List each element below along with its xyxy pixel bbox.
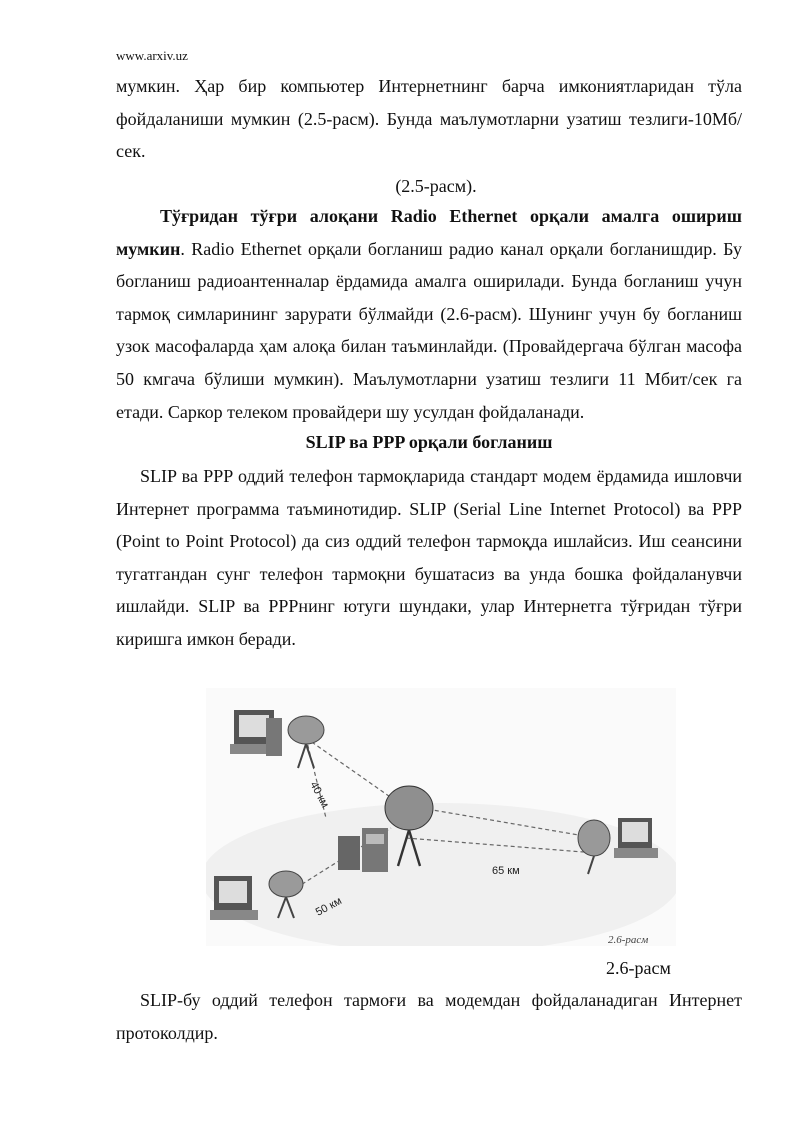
paragraph-slip-definition: SLIP-бу оддий телефон тармоғи ва модемдан фойдаланадиган Интернет протоколдир. bbox=[116, 990, 742, 1043]
radio-ethernet-figure bbox=[206, 688, 676, 946]
distance-label-50: 50 км bbox=[313, 895, 344, 919]
workstation-right bbox=[614, 818, 658, 858]
paragraph-slip-ppp: SLIP ва PPP оддий телефон тармоқларида стандарт модем ёрдамида ишловчи Интернет программа таъминотидир. SLIP (Serial Line Internet Protocol) ва PPP (Point to Point Protocol) да сиз оддий телефон тармоқда ишлайсиз. Иш сеансини тугатгандан сунг телефон тармоқни бушатасиз ва унда бошка фойдаланувчи ишлайди. SLIP ва PPPнинг ютуги шундаки, улар Интернетга тўғридан тўғри киришга имкон беради. bbox=[116, 466, 742, 649]
distance-label-65: 65 км bbox=[492, 865, 520, 877]
caption-2-6: 2.6-расм bbox=[606, 958, 671, 978]
figure-inner-caption: 2.6-расм bbox=[608, 934, 649, 946]
caption-2-5: (2.5-расм). bbox=[395, 176, 477, 196]
distance-label-40: 40 км bbox=[307, 779, 331, 810]
paragraph-1: мумкин. Ҳар бир компьютер Интернетнинг барча имкониятларидан тўла фойдаланиши мумкин (2.5-расм). Бунда маълумотларни узатиш тезлиги-10Мб/сек. bbox=[116, 76, 742, 162]
paragraph-radio-ethernet bbox=[116, 200, 742, 428]
site-header: www.arxiv.uz bbox=[116, 48, 188, 63]
radio-ethernet-lead: Тўғридан тўғри алоқани Radio Ethernet орқали амалга ошириш мумкин bbox=[116, 206, 742, 259]
network-diagram bbox=[206, 688, 676, 946]
section-heading-slip-ppp: SLIP ва PPP орқали богланиш bbox=[305, 432, 553, 452]
workstation-bottom-left bbox=[210, 876, 258, 920]
radio-ethernet-text: . Radio Ethernet орқали богланиш радио канал орқали богланишдир. Бу богланиш радиоантенналар ёрдамида амалга оширилади. Бунда богланиш учун тармоқ симларининг зарурати бўлмайди (2.6-расм). Шунинг учун бу богланиш узок масофаларда ҳам алоқа билан таъминлайди. (Провайдергача бўлган масофа 50 кмгача бўлиши мумкин). Маълумотларни узатиш тезлиги 11 Мбит/сек га етади. Саркор телеком провайдери шу усулдан фойдаланади. bbox=[116, 238, 742, 422]
